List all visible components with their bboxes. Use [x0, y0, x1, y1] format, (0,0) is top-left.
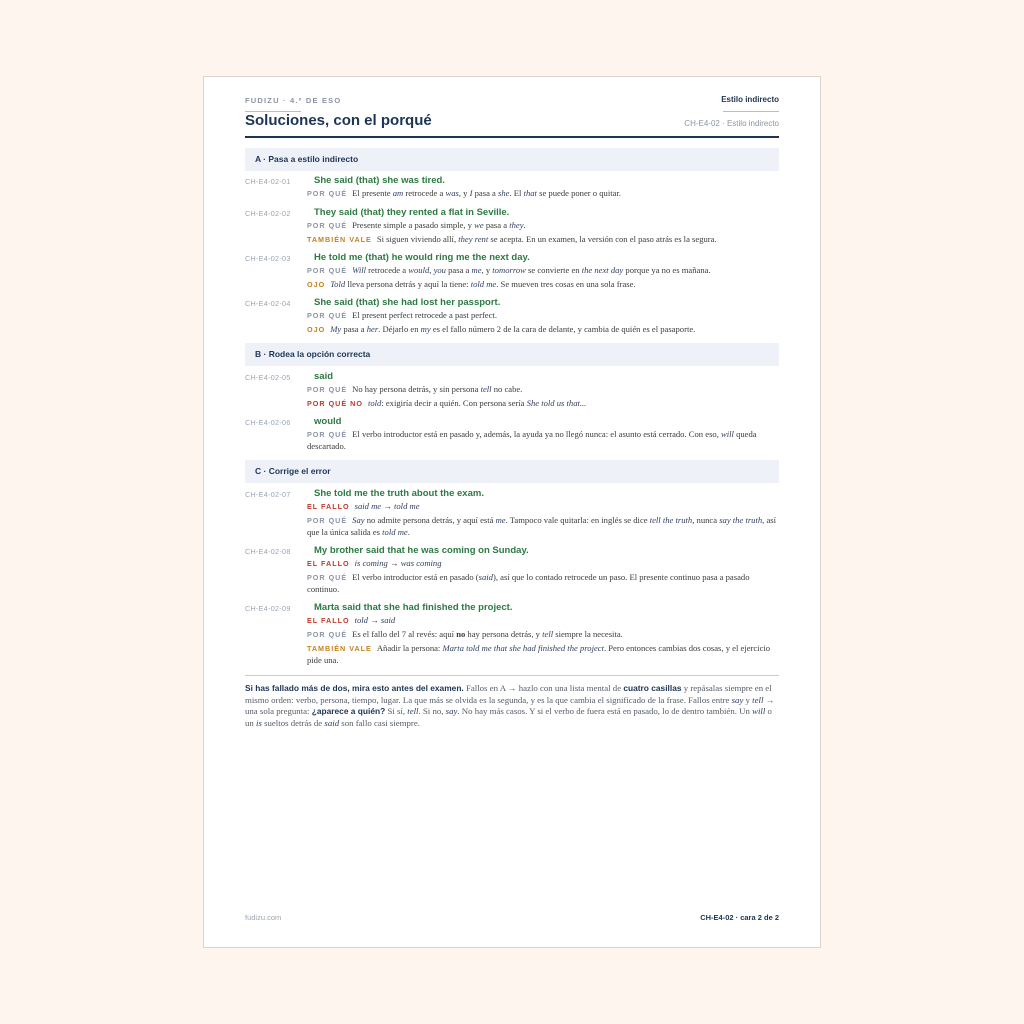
explanation-line [307, 572, 779, 595]
explanation-label: OJO [307, 280, 326, 289]
worksheet-page [203, 76, 821, 948]
item-code: CH-E4-02-07 [245, 490, 291, 499]
item-code: CH-E4-02-02 [245, 209, 291, 218]
explanation-text: told: exigiría decir a quién. Con persona sería She told us that... [367, 398, 587, 408]
item-answer: She told me the truth about the exam. [314, 488, 484, 499]
note-divider [245, 675, 779, 676]
review-note: Si has fallado más de dos, mira esto antes del examen. Fallos en A → hazlo con una lista mental de cuatro casillas y repásalas siempre en el mismo orden: verbo, persona, tiempo, lugar. La que más se olvida es la segunda, y es la que cambia el significado de la frase. Fallos entre say y tell → una sola pregunta: ¿aparece a quién? Si sí, tell. Si no, say. No hay más casos. Y si el verbo de fuera está en pasado, lo de dentro también. Un will o un is sueltos detrás de said son fallo casi siempre. [245, 683, 775, 728]
explanation-label: POR QUÉ [307, 430, 348, 439]
explanation-text: Say no admite persona detrás, y aquí está me. Tampoco vale quitarla: en inglés se dice tell the truth, nunca say the truth, así que la única salida es told me. [307, 515, 776, 537]
item-answer: would [314, 416, 342, 427]
explanation-text: My pasa a her. Déjarlo en my es el fallo número 2 de la cara de delante, y cambia de quién es el pasaporte. [330, 324, 696, 334]
explanation-label: POR QUÉ [307, 266, 348, 275]
explanation-line [307, 265, 779, 277]
explanation-label: POR QUÉ [307, 189, 348, 198]
footer-site: fudizu.com [245, 913, 282, 922]
explanation-text: Will retrocede a would, you pasa a me, y tomorrow se convierte en the next day porque ya no es mañana. [352, 265, 711, 275]
explanation-label: POR QUÉ [307, 311, 348, 320]
topic-rule [723, 111, 779, 112]
explanation-label: POR QUÉ [307, 573, 348, 582]
explanation-text: Told lleva persona detrás y aquí la tiene: told me. Se mueven tres cosas en una sola frase. [330, 279, 636, 289]
explanation-text: Añadir la persona: Marta told me that she had finished the project. Pero entonces cambias dos cosas, y el ejercicio pide una. [307, 643, 771, 665]
explanation-line [307, 558, 779, 570]
item-answer: She said (that) she had lost her passport. [314, 297, 501, 308]
explanation-text: Es el fallo del 7 al revés: aquí no hay persona detrás, y tell siempre la necesita. [352, 629, 623, 639]
explanation-label: EL FALLO [307, 559, 350, 568]
explanation-line [307, 501, 779, 513]
explanation-label: POR QUÉ [307, 221, 348, 230]
item-answer: They said (that) they rented a flat in Seville. [314, 207, 510, 218]
explanation-text: No hay persona detrás, y sin persona tell no cabe. [352, 384, 523, 394]
explanation-text: El verbo introductor está en pasado (said), así que lo contado retrocede un paso. El presente continuo pasa a pasado continuo. [307, 572, 750, 594]
item-code: CH-E4-02-04 [245, 299, 291, 308]
explanation-line [307, 234, 779, 246]
explanation-line [307, 429, 779, 452]
explanation-label: POR QUÉ [307, 516, 348, 525]
explanation-text: El present perfect retrocede a past perfect. [352, 310, 497, 320]
explanation-text: said me → told me [354, 501, 420, 511]
item-answer: My brother said that he was coming on Sunday. [314, 545, 529, 556]
page-title: Soluciones, con el porqué [245, 112, 432, 129]
explanation-line [307, 324, 779, 336]
explanation-text: El verbo introductor está en pasado y, además, la ayuda ya no llegó nunca: el asunto está cerrado. Con eso, will queda descartado. [307, 429, 757, 451]
item-answer: Marta said that she had finished the project. [314, 602, 513, 613]
explanation-label: EL FALLO [307, 502, 350, 511]
explanation-line [307, 220, 779, 232]
explanation-label: POR QUÉ [307, 630, 348, 639]
item-code: CH-E4-02-03 [245, 254, 291, 263]
item-answer: said [314, 371, 334, 382]
section-c-header: C · Corrige el error [245, 460, 779, 483]
topic-label: Estilo indirecto [721, 95, 779, 104]
explanation-label: TAMBIÉN VALE [307, 644, 372, 653]
explanation-line [307, 310, 779, 322]
explanation-label: POR QUÉ [307, 385, 348, 394]
brand-label: FUDIZU · 4.º DE ESO [245, 96, 342, 105]
explanation-label: POR QUÉ NO [307, 399, 363, 408]
item-answer: She said (that) she was tired. [314, 175, 445, 186]
explanation-line [307, 188, 779, 200]
explanation-line [307, 515, 779, 538]
item-answer: He told me (that) he would ring me the next day. [314, 252, 530, 263]
item-code: CH-E4-02-05 [245, 373, 291, 382]
explanation-text: Si siguen viviendo allí, they rent se acepta. En un examen, la versión con el paso atrás es la segura. [376, 234, 717, 244]
explanation-text: El presente am retrocede a was, y I pasa a she. El that se puede poner o quitar. [352, 188, 621, 198]
item-code: CH-E4-02-08 [245, 547, 291, 556]
explanation-line [307, 279, 779, 291]
explanation-line [307, 615, 779, 627]
explanation-label: OJO [307, 325, 326, 334]
explanation-line [307, 384, 779, 396]
explanation-label: EL FALLO [307, 616, 350, 625]
section-a-header: A · Pasa a estilo indirecto [245, 148, 779, 171]
explanation-line [307, 629, 779, 641]
footer-page: CH-E4-02 · cara 2 de 2 [700, 913, 779, 922]
explanation-text: Presente simple a pasado simple, y we pasa a they. [352, 220, 526, 230]
item-code: CH-E4-02-01 [245, 177, 291, 186]
section-b-header: B · Rodea la opción correcta [245, 343, 779, 366]
explanation-line [307, 398, 779, 410]
worksheet-code: CH-E4-02 · Estilo indirecto [684, 119, 779, 128]
explanation-text: told → said [354, 615, 396, 625]
item-code: CH-E4-02-09 [245, 604, 291, 613]
title-rule [245, 136, 779, 138]
explanation-label: TAMBIÉN VALE [307, 235, 372, 244]
item-code: CH-E4-02-06 [245, 418, 291, 427]
explanation-line [307, 643, 779, 666]
explanation-text: is coming → was coming [354, 558, 442, 568]
